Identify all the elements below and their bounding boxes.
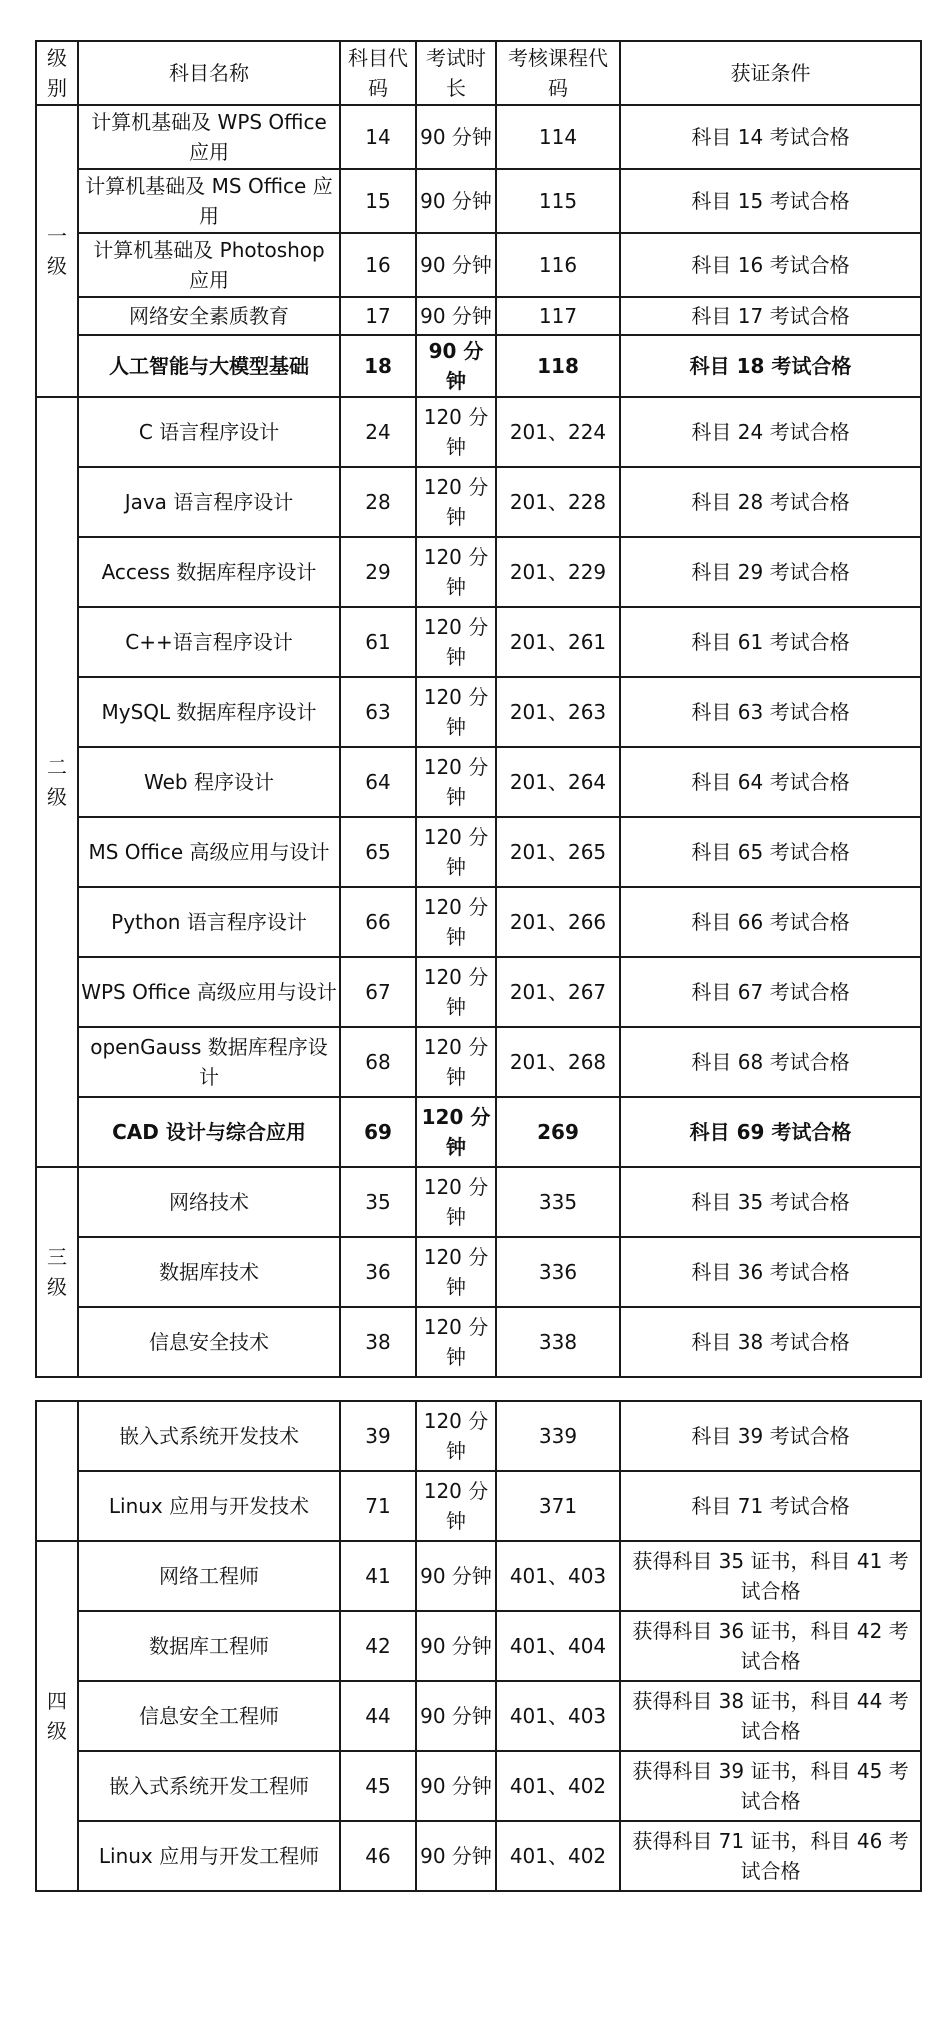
- course-codes: 338: [496, 1307, 620, 1377]
- cert-condition: 获得科目 36 证书，科目 42 考试合格: [620, 1611, 921, 1681]
- exam-duration: 120 分钟: [416, 1167, 496, 1237]
- subject-name: C++语言程序设计: [78, 607, 340, 677]
- subject-name: 计算机基础及 MS Office 应用: [78, 169, 340, 233]
- subject-name: 网络技术: [78, 1167, 340, 1237]
- cert-condition: 科目 38 考试合格: [620, 1307, 921, 1377]
- subject-code: 65: [340, 817, 416, 887]
- exam-duration: 90 分钟: [416, 1751, 496, 1821]
- exam-duration: 90 分钟: [416, 335, 496, 397]
- cert-condition: 科目 35 考试合格: [620, 1167, 921, 1237]
- exam-subject-table-part2: [35, 1400, 922, 1892]
- course-codes: 201、228: [496, 467, 620, 537]
- table-row: [36, 1167, 921, 1237]
- subject-name: C 语言程序设计: [78, 397, 340, 467]
- exam-duration: 120 分钟: [416, 1027, 496, 1097]
- table-row: [36, 335, 921, 397]
- exam-duration: 120 分钟: [416, 607, 496, 677]
- table-row: [36, 1097, 921, 1167]
- exam-duration: 120 分钟: [416, 1307, 496, 1377]
- cert-condition: 科目 29 考试合格: [620, 537, 921, 607]
- table-row: [36, 105, 921, 169]
- subject-code: 41: [340, 1541, 416, 1611]
- table-row: [36, 537, 921, 607]
- exam-duration: 120 分钟: [416, 1471, 496, 1541]
- subject-name: WPS Office 高级应用与设计: [78, 957, 340, 1027]
- subject-name: MySQL 数据库程序设计: [78, 677, 340, 747]
- exam-duration: 120 分钟: [416, 887, 496, 957]
- exam-duration: 90 分钟: [416, 1611, 496, 1681]
- table-row: [36, 677, 921, 747]
- exam-duration: 90 分钟: [416, 105, 496, 169]
- subject-name: Access 数据库程序设计: [78, 537, 340, 607]
- cert-condition: 科目 63 考试合格: [620, 677, 921, 747]
- subject-name: MS Office 高级应用与设计: [78, 817, 340, 887]
- course-codes: 336: [496, 1237, 620, 1307]
- subject-name: openGauss 数据库程序设计: [78, 1027, 340, 1097]
- subject-code: 71: [340, 1471, 416, 1541]
- course-codes: 269: [496, 1097, 620, 1167]
- exam-duration: 120 分钟: [416, 397, 496, 467]
- exam-duration: 120 分钟: [416, 747, 496, 817]
- subject-code: 38: [340, 1307, 416, 1377]
- course-codes: 335: [496, 1167, 620, 1237]
- course-codes: 118: [496, 335, 620, 397]
- exam-duration: 120 分钟: [416, 1401, 496, 1471]
- table-row: [36, 1611, 921, 1681]
- course-codes: 401、402: [496, 1751, 620, 1821]
- exam-duration: 90 分钟: [416, 169, 496, 233]
- course-codes: 201、267: [496, 957, 620, 1027]
- course-codes: 401、403: [496, 1541, 620, 1611]
- subject-code: 68: [340, 1027, 416, 1097]
- header-level: 级别: [36, 41, 78, 105]
- table-row: [36, 1471, 921, 1541]
- cert-condition: 科目 24 考试合格: [620, 397, 921, 467]
- subject-name: Java 语言程序设计: [78, 467, 340, 537]
- cert-condition: 获得科目 39 证书，科目 45 考试合格: [620, 1751, 921, 1821]
- table-row: [36, 607, 921, 677]
- subject-name: 嵌入式系统开发工程师: [78, 1751, 340, 1821]
- table-row: [36, 1237, 921, 1307]
- course-codes: 401、404: [496, 1611, 620, 1681]
- course-codes: 201、268: [496, 1027, 620, 1097]
- subject-name: 数据库技术: [78, 1237, 340, 1307]
- cert-condition: 科目 17 考试合格: [620, 297, 921, 335]
- course-codes: 201、264: [496, 747, 620, 817]
- course-codes: 201、265: [496, 817, 620, 887]
- cert-condition: 科目 36 考试合格: [620, 1237, 921, 1307]
- cert-condition: 科目 64 考试合格: [620, 747, 921, 817]
- course-codes: 201、261: [496, 607, 620, 677]
- course-codes: 201、263: [496, 677, 620, 747]
- subject-name: 网络工程师: [78, 1541, 340, 1611]
- subject-code: 24: [340, 397, 416, 467]
- table-row: [36, 1751, 921, 1821]
- subject-code: 44: [340, 1681, 416, 1751]
- subject-code: 17: [340, 297, 416, 335]
- table-row: [36, 1821, 921, 1891]
- level-label-four: 四级: [36, 1541, 78, 1891]
- subject-code: 18: [340, 335, 416, 397]
- header-course-codes: 考核课程代码: [496, 41, 620, 105]
- subject-code: 29: [340, 537, 416, 607]
- header-cert-condition: 获证条件: [620, 41, 921, 105]
- cert-condition: 科目 71 考试合格: [620, 1471, 921, 1541]
- subject-code: 14: [340, 105, 416, 169]
- exam-duration: 120 分钟: [416, 957, 496, 1027]
- table-row: [36, 1541, 921, 1611]
- course-codes: 201、229: [496, 537, 620, 607]
- header-subject-code: 科目代码: [340, 41, 416, 105]
- cert-condition: 科目 66 考试合格: [620, 887, 921, 957]
- exam-duration: 90 分钟: [416, 1681, 496, 1751]
- subject-name: Web 程序设计: [78, 747, 340, 817]
- exam-duration: 120 分钟: [416, 537, 496, 607]
- subject-code: 28: [340, 467, 416, 537]
- header-row: [36, 41, 921, 105]
- subject-code: 46: [340, 1821, 416, 1891]
- cert-condition: 科目 18 考试合格: [620, 335, 921, 397]
- subject-code: 67: [340, 957, 416, 1027]
- cert-condition: 科目 65 考试合格: [620, 817, 921, 887]
- course-codes: 201、224: [496, 397, 620, 467]
- exam-duration: 90 分钟: [416, 297, 496, 335]
- course-codes: 115: [496, 169, 620, 233]
- subject-name: 信息安全工程师: [78, 1681, 340, 1751]
- subject-code: 64: [340, 747, 416, 817]
- header-exam-duration: 考试时长: [416, 41, 496, 105]
- subject-code: 63: [340, 677, 416, 747]
- subject-name: 数据库工程师: [78, 1611, 340, 1681]
- course-codes: 339: [496, 1401, 620, 1471]
- subject-name: 计算机基础及 Photoshop 应用: [78, 233, 340, 297]
- subject-name: 嵌入式系统开发技术: [78, 1401, 340, 1471]
- level-label-three: 三级: [36, 1167, 78, 1377]
- subject-code: 16: [340, 233, 416, 297]
- table-row: [36, 297, 921, 335]
- cert-condition: 获得科目 35 证书，科目 41 考试合格: [620, 1541, 921, 1611]
- exam-subject-table-part1: [35, 40, 922, 1378]
- exam-duration: 90 分钟: [416, 1541, 496, 1611]
- exam-duration: 120 分钟: [416, 677, 496, 747]
- subject-name: 计算机基础及 WPS Office 应用: [78, 105, 340, 169]
- subject-name: Python 语言程序设计: [78, 887, 340, 957]
- subject-code: 36: [340, 1237, 416, 1307]
- level-label-three-continued: [36, 1401, 78, 1541]
- table-row: [36, 169, 921, 233]
- table-row: [36, 233, 921, 297]
- table-row: [36, 397, 921, 467]
- subject-code: 69: [340, 1097, 416, 1167]
- table-row: [36, 747, 921, 817]
- table-row: [36, 467, 921, 537]
- exam-duration: 120 分钟: [416, 1237, 496, 1307]
- subject-name: Linux 应用与开发技术: [78, 1471, 340, 1541]
- exam-duration: 120 分钟: [416, 467, 496, 537]
- cert-condition: 科目 39 考试合格: [620, 1401, 921, 1471]
- level-label-one: 一级: [36, 105, 78, 397]
- cert-condition: 科目 28 考试合格: [620, 467, 921, 537]
- subject-code: 45: [340, 1751, 416, 1821]
- cert-condition: 科目 14 考试合格: [620, 105, 921, 169]
- cert-condition: 科目 69 考试合格: [620, 1097, 921, 1167]
- subject-name: 人工智能与大模型基础: [78, 335, 340, 397]
- subject-code: 15: [340, 169, 416, 233]
- table-row: [36, 1401, 921, 1471]
- table-row: [36, 1681, 921, 1751]
- cert-condition: 获得科目 71 证书，科目 46 考试合格: [620, 1821, 921, 1891]
- exam-duration: 120 分钟: [416, 1097, 496, 1167]
- course-codes: 371: [496, 1471, 620, 1541]
- subject-code: 35: [340, 1167, 416, 1237]
- level-label-two: 二级: [36, 397, 78, 1167]
- cert-condition: 科目 68 考试合格: [620, 1027, 921, 1097]
- cert-condition: 科目 15 考试合格: [620, 169, 921, 233]
- cert-condition: 科目 67 考试合格: [620, 957, 921, 1027]
- cert-condition: 科目 61 考试合格: [620, 607, 921, 677]
- cert-condition: 科目 16 考试合格: [620, 233, 921, 297]
- subject-name: Linux 应用与开发工程师: [78, 1821, 340, 1891]
- exam-duration: 90 分钟: [416, 1821, 496, 1891]
- table-row: [36, 1027, 921, 1097]
- course-codes: 401、403: [496, 1681, 620, 1751]
- table-row: [36, 957, 921, 1027]
- exam-duration: 90 分钟: [416, 233, 496, 297]
- table-row: [36, 1307, 921, 1377]
- subject-name: CAD 设计与综合应用: [78, 1097, 340, 1167]
- subject-code: 66: [340, 887, 416, 957]
- exam-duration: 120 分钟: [416, 817, 496, 887]
- course-codes: 116: [496, 233, 620, 297]
- subject-code: 61: [340, 607, 416, 677]
- subject-code: 39: [340, 1401, 416, 1471]
- subject-name: 信息安全技术: [78, 1307, 340, 1377]
- subject-code: 42: [340, 1611, 416, 1681]
- header-subject-name: 科目名称: [78, 41, 340, 105]
- subject-name: 网络安全素质教育: [78, 297, 340, 335]
- course-codes: 401、402: [496, 1821, 620, 1891]
- course-codes: 114: [496, 105, 620, 169]
- table-row: [36, 817, 921, 887]
- table-row: [36, 887, 921, 957]
- cert-condition: 获得科目 38 证书，科目 44 考试合格: [620, 1681, 921, 1751]
- course-codes: 201、266: [496, 887, 620, 957]
- course-codes: 117: [496, 297, 620, 335]
